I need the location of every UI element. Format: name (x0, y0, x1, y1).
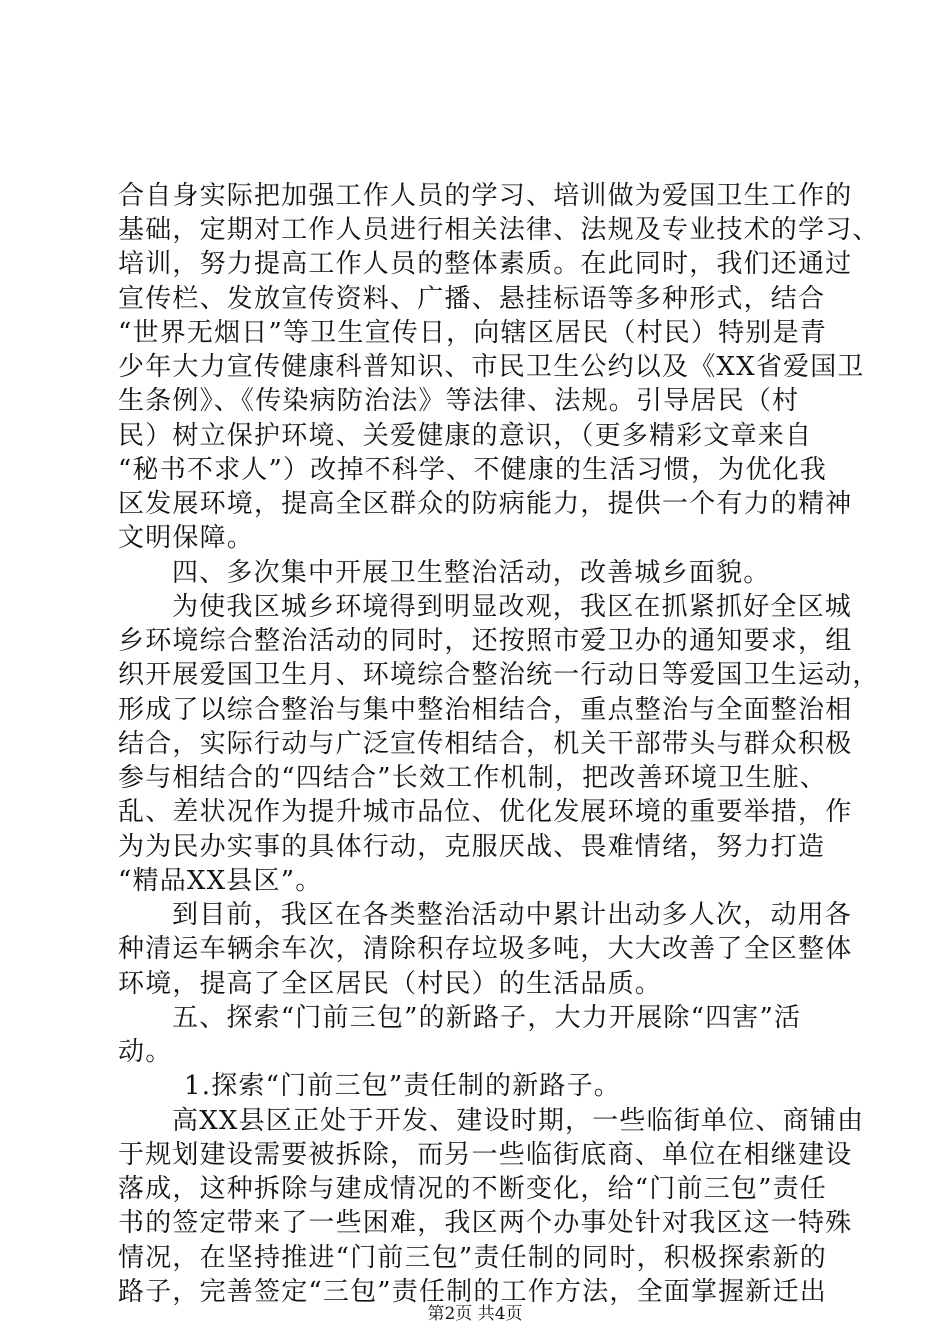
text-line: 少年大力宣传健康科普知识、市民卫生公约以及《XX省爱国卫 (118, 352, 865, 382)
text-line: 合自身实际把加强工作人员的学习、培训做为爱国卫生工作的 (118, 181, 853, 211)
text-line: 区发展环境，提高全区群众的防病能力，提供一个有力的精神 (118, 489, 853, 519)
text-line: 基础，定期对工作人员进行相关法律、法规及专业技术的学习、 (118, 215, 880, 245)
text-line: 生条例》、《传染病防治法》等法律、法规。引导居民（村 (118, 386, 800, 416)
text-line: 形成了以综合整治与集中整治相结合，重点整治与全面整治相 (118, 695, 853, 725)
text-line: 织开展爱国卫生月、环境综合整治统一行动日等爱国卫生运动， (118, 660, 880, 690)
section-heading: 五、探索“门前三包”的新路子，大力开展除“四害”活 (172, 1003, 802, 1033)
text-line: 书的签定带来了一些困难，我区两个办事处针对我区这一特殊 (118, 1208, 853, 1238)
text-line: “秘书不求人”）改掉不科学、不健康的生活习惯，为优化我 (118, 455, 827, 485)
text-line: 乱、差状况作为提升城市品位、优化发展环境的重要举措，作 (118, 797, 853, 827)
text-line: 文明保障。 (118, 523, 255, 553)
text-line: 培训，努力提高工作人员的整体素质。在此同时，我们还通过 (118, 249, 853, 279)
text-line: 环境，提高了全区居民（村民）的生活品质。 (118, 969, 663, 999)
text-line: 于规划建设需要被拆除，而另一些临街底商、单位在相继建设 (118, 1140, 853, 1170)
text-line: 路子，完善签定“三包”责任制的工作方法，全面掌握新迁出 (118, 1277, 827, 1307)
text-line: 参与相结合的“四结合”长效工作机制，把改善环境卫生脏、 (118, 763, 827, 793)
text-line: 情况，在坚持推进“门前三包”责任制的同时，积极探索新的 (118, 1243, 827, 1273)
text-line: 落成，这种拆除与建成情况的不断变化，给“门前三包”责任 (118, 1174, 827, 1204)
text-line: “世界无烟日”等卫生宣传日，向辖区居民（村民）特别是青 (118, 318, 827, 348)
text-line: 结合，实际行动与广泛宣传相结合，机关干部带头与群众积极 (118, 729, 853, 759)
text-line: 高XX县区正处于开发、建设时期，一些临街单位、商铺由 (172, 1106, 865, 1136)
text-line: 为为民办实事的具体行动，克服厌战、畏难情绪，努力打造 (118, 832, 826, 862)
subsection-heading: 1.探索“门前三包”责任制的新路子。 (184, 1071, 621, 1101)
text-line: 种清运车辆余车次，清除积存垃圾多吨，大大改善了全区整体 (118, 934, 853, 964)
text-line: 为使我区城乡环境得到明显改观，我区在抓紧抓好全区城 (172, 592, 853, 622)
section-heading: 动。 (118, 1037, 173, 1067)
section-heading: 四、多次集中开展卫生整治活动，改善城乡面貌。 (172, 558, 771, 588)
page-number-footer: 第2页 共4页 (427, 1304, 523, 1324)
text-line: 乡环境综合整治活动的同时，还按照市爱卫办的通知要求，组 (118, 626, 853, 656)
text-line: 宣传栏、发放宣传资料、广播、悬挂标语等多种形式，结合 (118, 284, 826, 314)
text-line: “精品XX县区”。 (118, 866, 323, 896)
text-line: 到目前，我区在各类整治活动中累计出动多人次，动用各 (172, 900, 853, 930)
text-line: 民）树立保护环境、关爱健康的意识，（更多精彩文章来自 (118, 421, 813, 451)
